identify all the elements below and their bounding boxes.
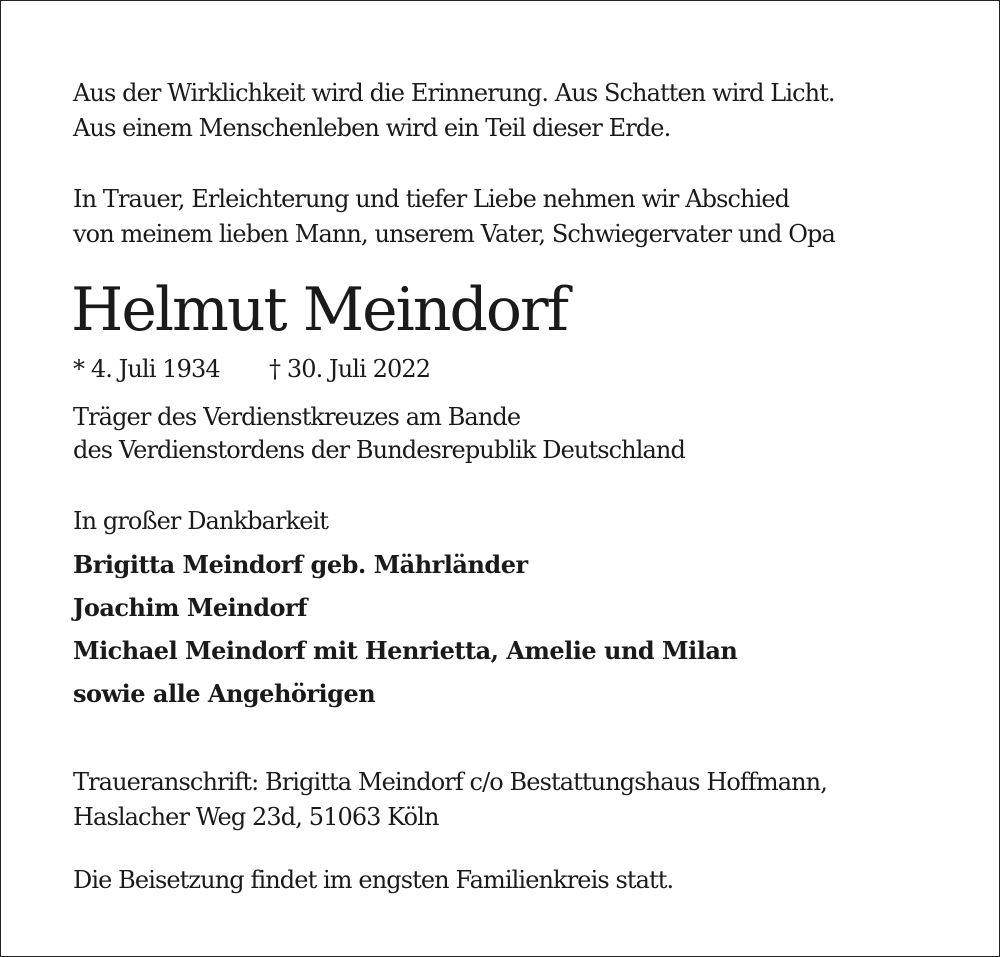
intro-line-1: In Trauer, Erleichterung und tiefer Liebe nehmen wir Abschied: [73, 185, 790, 213]
mourner-name: Joachim Meindorf: [73, 593, 308, 622]
life-dates: [73, 355, 431, 383]
address-line-1: Traueranschrift: Brigitta Meindorf c/o Bestattungshaus Hoffmann,: [73, 768, 827, 796]
mourner-name: Michael Meindorf mit Henrietta, Amelie und Milan: [73, 636, 738, 665]
burial-note: Die Beisetzung findet im engsten Familienkreis statt.: [73, 866, 674, 894]
intro-line-2: von meinem lieben Mann, unserem Vater, Schwiegervater und Opa: [73, 220, 835, 248]
mourner-name: Brigitta Meindorf geb. Mährländer: [73, 550, 528, 579]
address-line-2: Haslacher Weg 23d, 51063 Köln: [73, 803, 439, 831]
deceased-name: Helmut Meindorf: [71, 275, 567, 345]
mourner-name: sowie alle Angehörigen: [73, 679, 376, 708]
honor-line-1: Träger des Verdienstkreuzes am Bande: [73, 403, 521, 431]
motto-line-1: Aus der Wirklichkeit wird die Erinnerung. Aus Schatten wird Licht.: [73, 79, 835, 107]
gratitude-line: In großer Dankbarkeit: [73, 507, 329, 535]
birth-date: * 4. Juli 1934: [73, 355, 220, 383]
honor-line-2: des Verdienstordens der Bundesrepublik Deutschland: [73, 436, 685, 464]
death-date: † 30. Juli 2022: [269, 355, 431, 383]
motto-line-2: Aus einem Menschenleben wird ein Teil dieser Erde.: [73, 114, 671, 142]
